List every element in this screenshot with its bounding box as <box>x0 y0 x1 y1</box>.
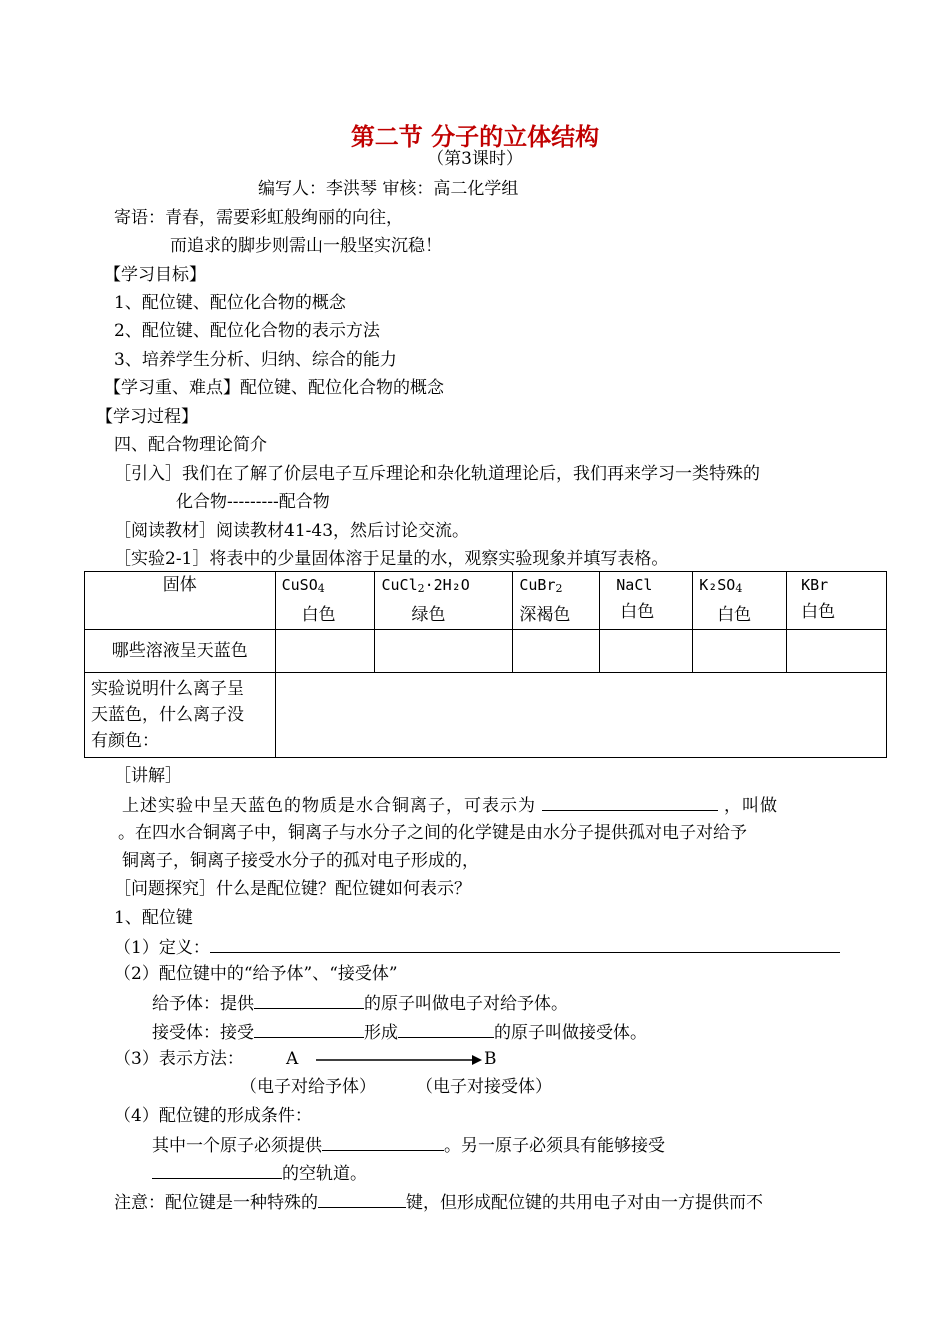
question-prompt: ［问题探究］什么是配位键？配位键如何表示？ <box>114 879 471 899</box>
ion-explanation-label: 实验说明什么离子呈 天蓝色，什么离子没 有颜色： <box>85 673 276 758</box>
solid-cell: K₂SO4 白色 <box>693 572 787 630</box>
goal-item-1: 1、配位键、配位化合物的概念 <box>114 293 346 313</box>
answer-cell[interactable] <box>513 630 600 673</box>
author-line: 编写人：李洪琴 审核：高二化学组 <box>258 179 519 199</box>
coordinate-bond-arrow <box>316 1050 482 1070</box>
solid-cell: NaCl 白色 <box>600 572 693 630</box>
note-line: 注意：配位键是一种特殊的 键，但形成配位键的共用电子对由一方提供而不 <box>114 1190 763 1214</box>
coordinate-bond-heading: 1、配位键 <box>114 908 193 928</box>
notation-label: （3）表示方法： <box>114 1049 244 1069</box>
explain-line-1: 上述实验中呈天蓝色的物质是水合铜离子，可表示为 ，叫做 <box>122 793 778 817</box>
condition-line-1: 其中一个原子必须提供 。另一原子必须具有能够接受 <box>152 1133 665 1157</box>
acceptor-caption: （电子对接受体） <box>416 1077 552 1097</box>
section-heading: 四、配合物理论简介 <box>114 435 267 455</box>
hydrated-ion-blank[interactable] <box>542 793 718 811</box>
condition-heading: （4）配位键的形成条件： <box>114 1106 312 1126</box>
lesson-number: （第3课时） <box>427 149 523 169</box>
page-title: 第二节 分子的立体结构 <box>350 122 600 151</box>
acceptor-blank-2[interactable] <box>398 1020 494 1038</box>
process-header: 【学习过程】 <box>96 407 198 427</box>
answer-cell[interactable] <box>693 630 787 673</box>
goal-item-3: 3、培养学生分析、归纳、综合的能力 <box>114 350 397 370</box>
acceptor-line: 接受体：接受 形成 的原子叫做接受体。 <box>152 1020 647 1044</box>
blue-solution-label: 哪些溶液呈天蓝色 <box>85 630 276 673</box>
solid-cell: CuSO4 白色 <box>275 572 375 630</box>
donor-acceptor-heading: （2）配位键中的“给予体”、“接受体” <box>114 964 398 984</box>
goal-item-2: 2、配位键、配位化合物的表示方法 <box>114 321 380 341</box>
answer-cell[interactable] <box>600 630 693 673</box>
condition-line-2: 的空轨道。 <box>152 1161 367 1185</box>
condition-blank-2[interactable] <box>152 1161 282 1179</box>
goals-header: 【学习目标】 <box>104 265 206 285</box>
definition-line: （1）定义： <box>114 935 840 959</box>
solid-header-cell: 固体 <box>85 572 276 630</box>
atom-a-label: A <box>286 1049 299 1069</box>
atom-b-label: B <box>484 1049 497 1069</box>
answer-cell[interactable] <box>787 630 887 673</box>
reading-instruction: ［阅读教材］阅读教材41-43，然后讨论交流。 <box>114 521 470 541</box>
solid-cell: KBr 白色 <box>787 572 887 630</box>
donor-caption: （电子对给予体） <box>240 1077 376 1097</box>
solid-cell: CuBr2 深褐色 <box>513 572 600 630</box>
answer-cell[interactable] <box>375 630 513 673</box>
intro-line-1: ［引入］我们在了解了价层电子互斥理论和杂化轨道理论后，我们再来学习一类特殊的 <box>114 464 760 484</box>
note-blank[interactable] <box>318 1190 406 1208</box>
donor-blank[interactable] <box>254 991 364 1009</box>
motto-line-1: 寄语：青春，需要彩虹般绚丽的向往， <box>114 208 403 228</box>
answer-cell[interactable] <box>275 630 375 673</box>
donor-line: 给予体：提供 的原子叫做电子对给予体。 <box>152 991 568 1015</box>
definition-blank[interactable] <box>210 935 840 953</box>
acceptor-blank-1[interactable] <box>254 1020 364 1038</box>
explain-line-3: 铜离子，铜离子接受水分子的孤对电子形成的， <box>122 851 479 871</box>
solid-cell: CuCl2·2H₂O 绿色 <box>375 572 513 630</box>
key-points: 【学习重、难点】配位键、配位化合物的概念 <box>104 378 444 398</box>
explain-header: ［讲解］ <box>114 766 182 786</box>
intro-line-2: 化合物---------配合物 <box>176 492 330 512</box>
condition-blank-1[interactable] <box>322 1133 444 1151</box>
ion-explanation-answer[interactable] <box>275 673 886 758</box>
motto-line-2: 而追求的脚步则需山一般坚实沉稳！ <box>170 236 442 256</box>
experiment-table <box>84 571 887 758</box>
explain-line-2: 。在四水合铜离子中，铜离子与水分子之间的化学键是由水分子提供孤对电子对给予 <box>118 823 747 843</box>
experiment-instruction: ［实验2-1］将表中的少量固体溶于足量的水，观察实验现象并填写表格。 <box>114 549 669 569</box>
